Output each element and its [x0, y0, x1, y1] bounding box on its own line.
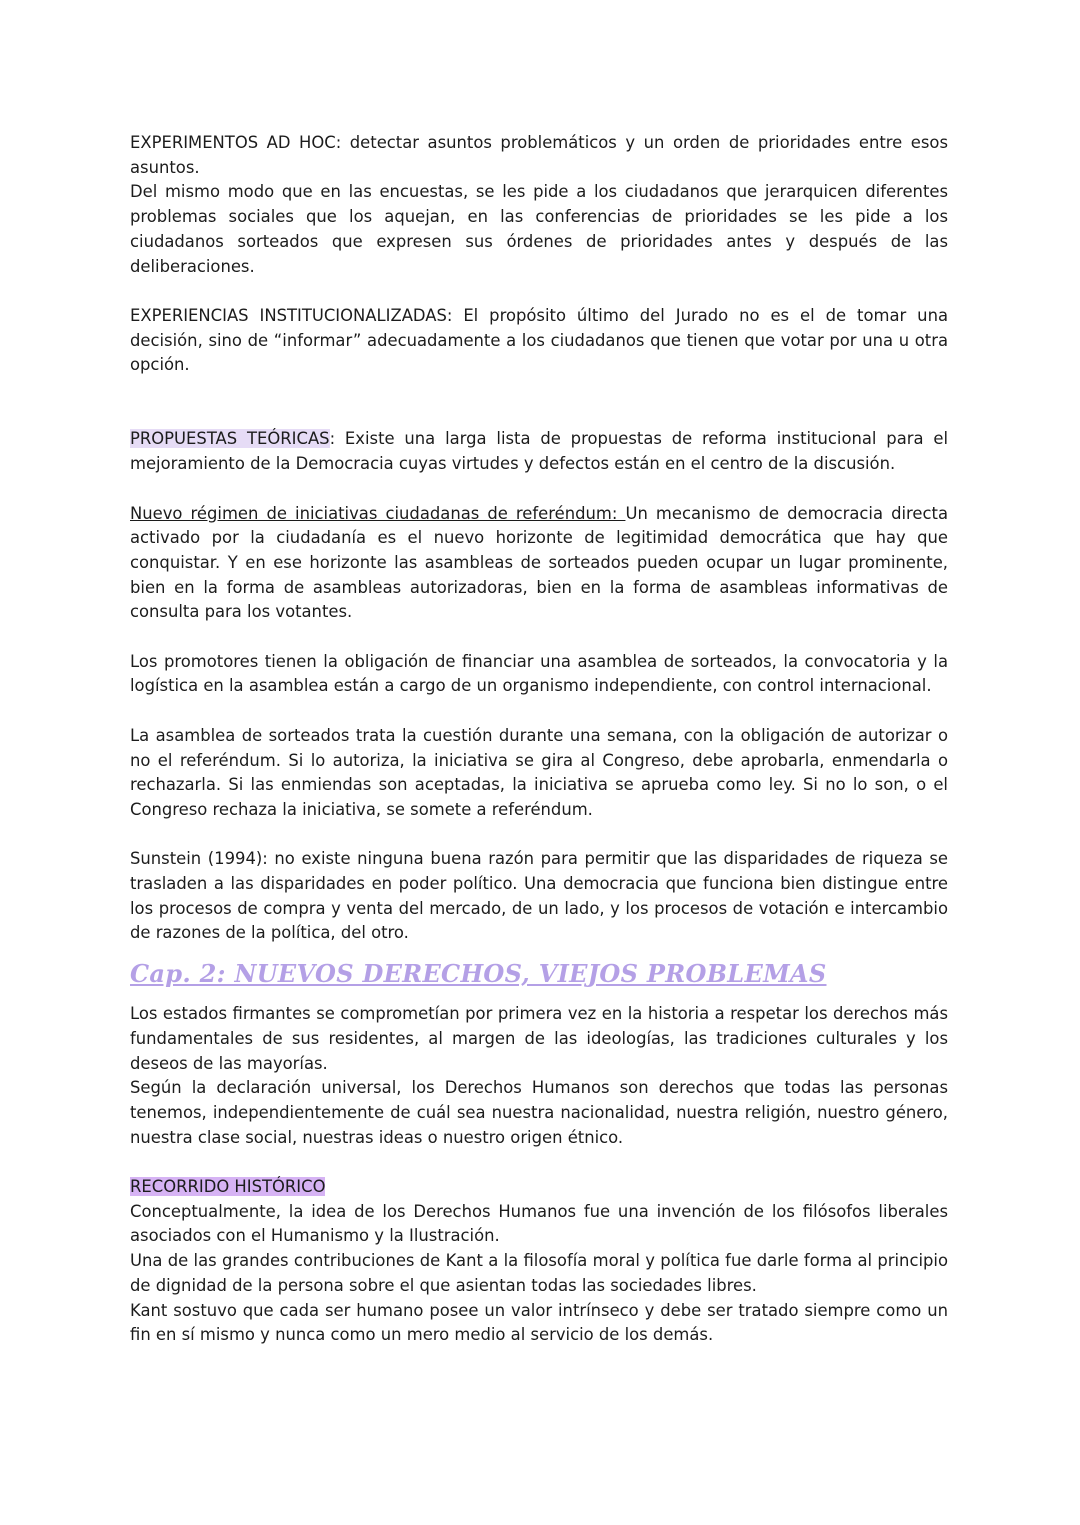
- chapter-title: Cap. 2: NUEVOS DERECHOS, VIEJOS PROBLEMAS: [130, 959, 827, 989]
- label-recorrido-historico: RECORRIDO HISTÓRICO: [130, 1177, 326, 1197]
- paragraph-experimentos-ad-hoc: [130, 131, 948, 180]
- heading-recorrido-historico: [130, 1175, 948, 1200]
- text-experimentos-ad-hoc: detectar asuntos problemáticos y un orden de prioridades entre esos asuntos.: [130, 133, 948, 177]
- paragraph-asamblea: La asamblea de sorteados trata la cuestión durante una semana, con la obligación de autorizar o no el referéndum. Si lo autoriza, la iniciativa se gira al Congreso, debe aprobarla, enmendarla o rechazarla. Si las enmiendas son aceptadas, la iniciativa se aprueba como ley. Si no lo son, o el Congreso rechaza la iniciativa, se somete a referéndum.: [130, 725, 948, 819]
- text-nuevo-regimen: Un mecanismo de democracia directa activado por la ciudadanía es el nuevo horizonte de legitimidad democrática que hay que conquistar. Y en ese horizonte las asambleas de sorteados pueden ocupar un lugar prominente, bien en la forma de asambleas autorizadoras, bien en la forma de asambleas informativas de consulta para los votantes.: [130, 503, 948, 622]
- label-experiencias-institucionalizadas: EXPERIENCIAS INSTITUCIONALIZADAS:: [130, 305, 453, 325]
- paragraph-kant-contribuciones: Una de las grandes contribuciones de Kant a la filosofía moral y política fue darle forma al principio de dignidad de la persona sobre el que asientan todas las sociedades libres.: [130, 1251, 948, 1295]
- document-page: [130, 131, 948, 1348]
- paragraph-experiencias-institucionalizadas: [130, 304, 948, 378]
- paragraph-declaracion-universal: Según la declaración universal, los Derechos Humanos son derechos que todas las personas tenemos, independientemente de cuál sea nuestra nacionalidad, nuestra religión, nuestro género, nuestra clase social, nuestras ideas o nuestro origen étnico.: [130, 1078, 948, 1147]
- paragraph-propuestas-teoricas: [130, 427, 948, 476]
- paragraph-nuevo-regimen: [130, 502, 948, 626]
- label-propuestas-teoricas: PROPUESTAS TEÓRICAS: [130, 429, 330, 449]
- paragraph-kant-valor-intrinseco: Kant sostuvo que cada ser humano posee un valor intrínseco y debe ser tratado siempre como un fin en sí mismo y nunca como un mero medio al servicio de los demás.: [130, 1300, 948, 1345]
- paragraph-promotores: Los promotores tienen la obligación de financiar una asamblea de sorteados, la convocatoria y la logística en la asamblea están a cargo de un organismo independiente, con control internacional.: [130, 651, 948, 696]
- label-nuevo-regimen: Nuevo régimen de iniciativas ciudadanas de referéndum:: [130, 503, 626, 523]
- paragraph-conceptualmente: Conceptualmente, la idea de los Derechos Humanos fue una invención de los filósofos liberales asociados con el Humanismo y la Ilustración.: [130, 1201, 948, 1246]
- text-experiencias-institucionalizadas: El propósito último del Jurado no es el de tomar una decisión, sino de “informar” adecuadamente a los ciudadanos que tienen que votar por una u otra opción.: [130, 305, 948, 375]
- text-propuestas-teoricas: : Existe una larga lista de propuestas de reforma institucional para el mejoramiento de la Democracia cuyas virtudes y defectos están en el centro de la discusión.: [130, 429, 948, 474]
- paragraph-estados-firmantes: Los estados firmantes se comprometían por primera vez en la historia a respetar los derechos más fundamentales de sus residentes, al margen de las ideologías, las tradiciones culturales y los deseos de las mayorías.: [130, 1004, 948, 1073]
- paragraph-sunstein: Sunstein (1994): no existe ninguna buena razón para permitir que las disparidades de riqueza se trasladen a las disparidades en poder político. Una democracia que funciona bien distingue entre los procesos de compra y venta del mercado, de un lado, y los procesos de votación e intercambio de razones de la política, del otro.: [130, 849, 948, 943]
- paragraph-encuestas: Del mismo modo que en las encuestas, se les pide a los ciudadanos que jerarquicen diferentes problemas sociales que los aquejan, en las conferencias de prioridades se les pide a los ciudadanos sorteados que expresen sus órdenes de prioridades antes y después de las deliberaciones.: [130, 182, 948, 276]
- label-experimentos-ad-hoc: EXPERIMENTOS AD HOC:: [130, 133, 342, 152]
